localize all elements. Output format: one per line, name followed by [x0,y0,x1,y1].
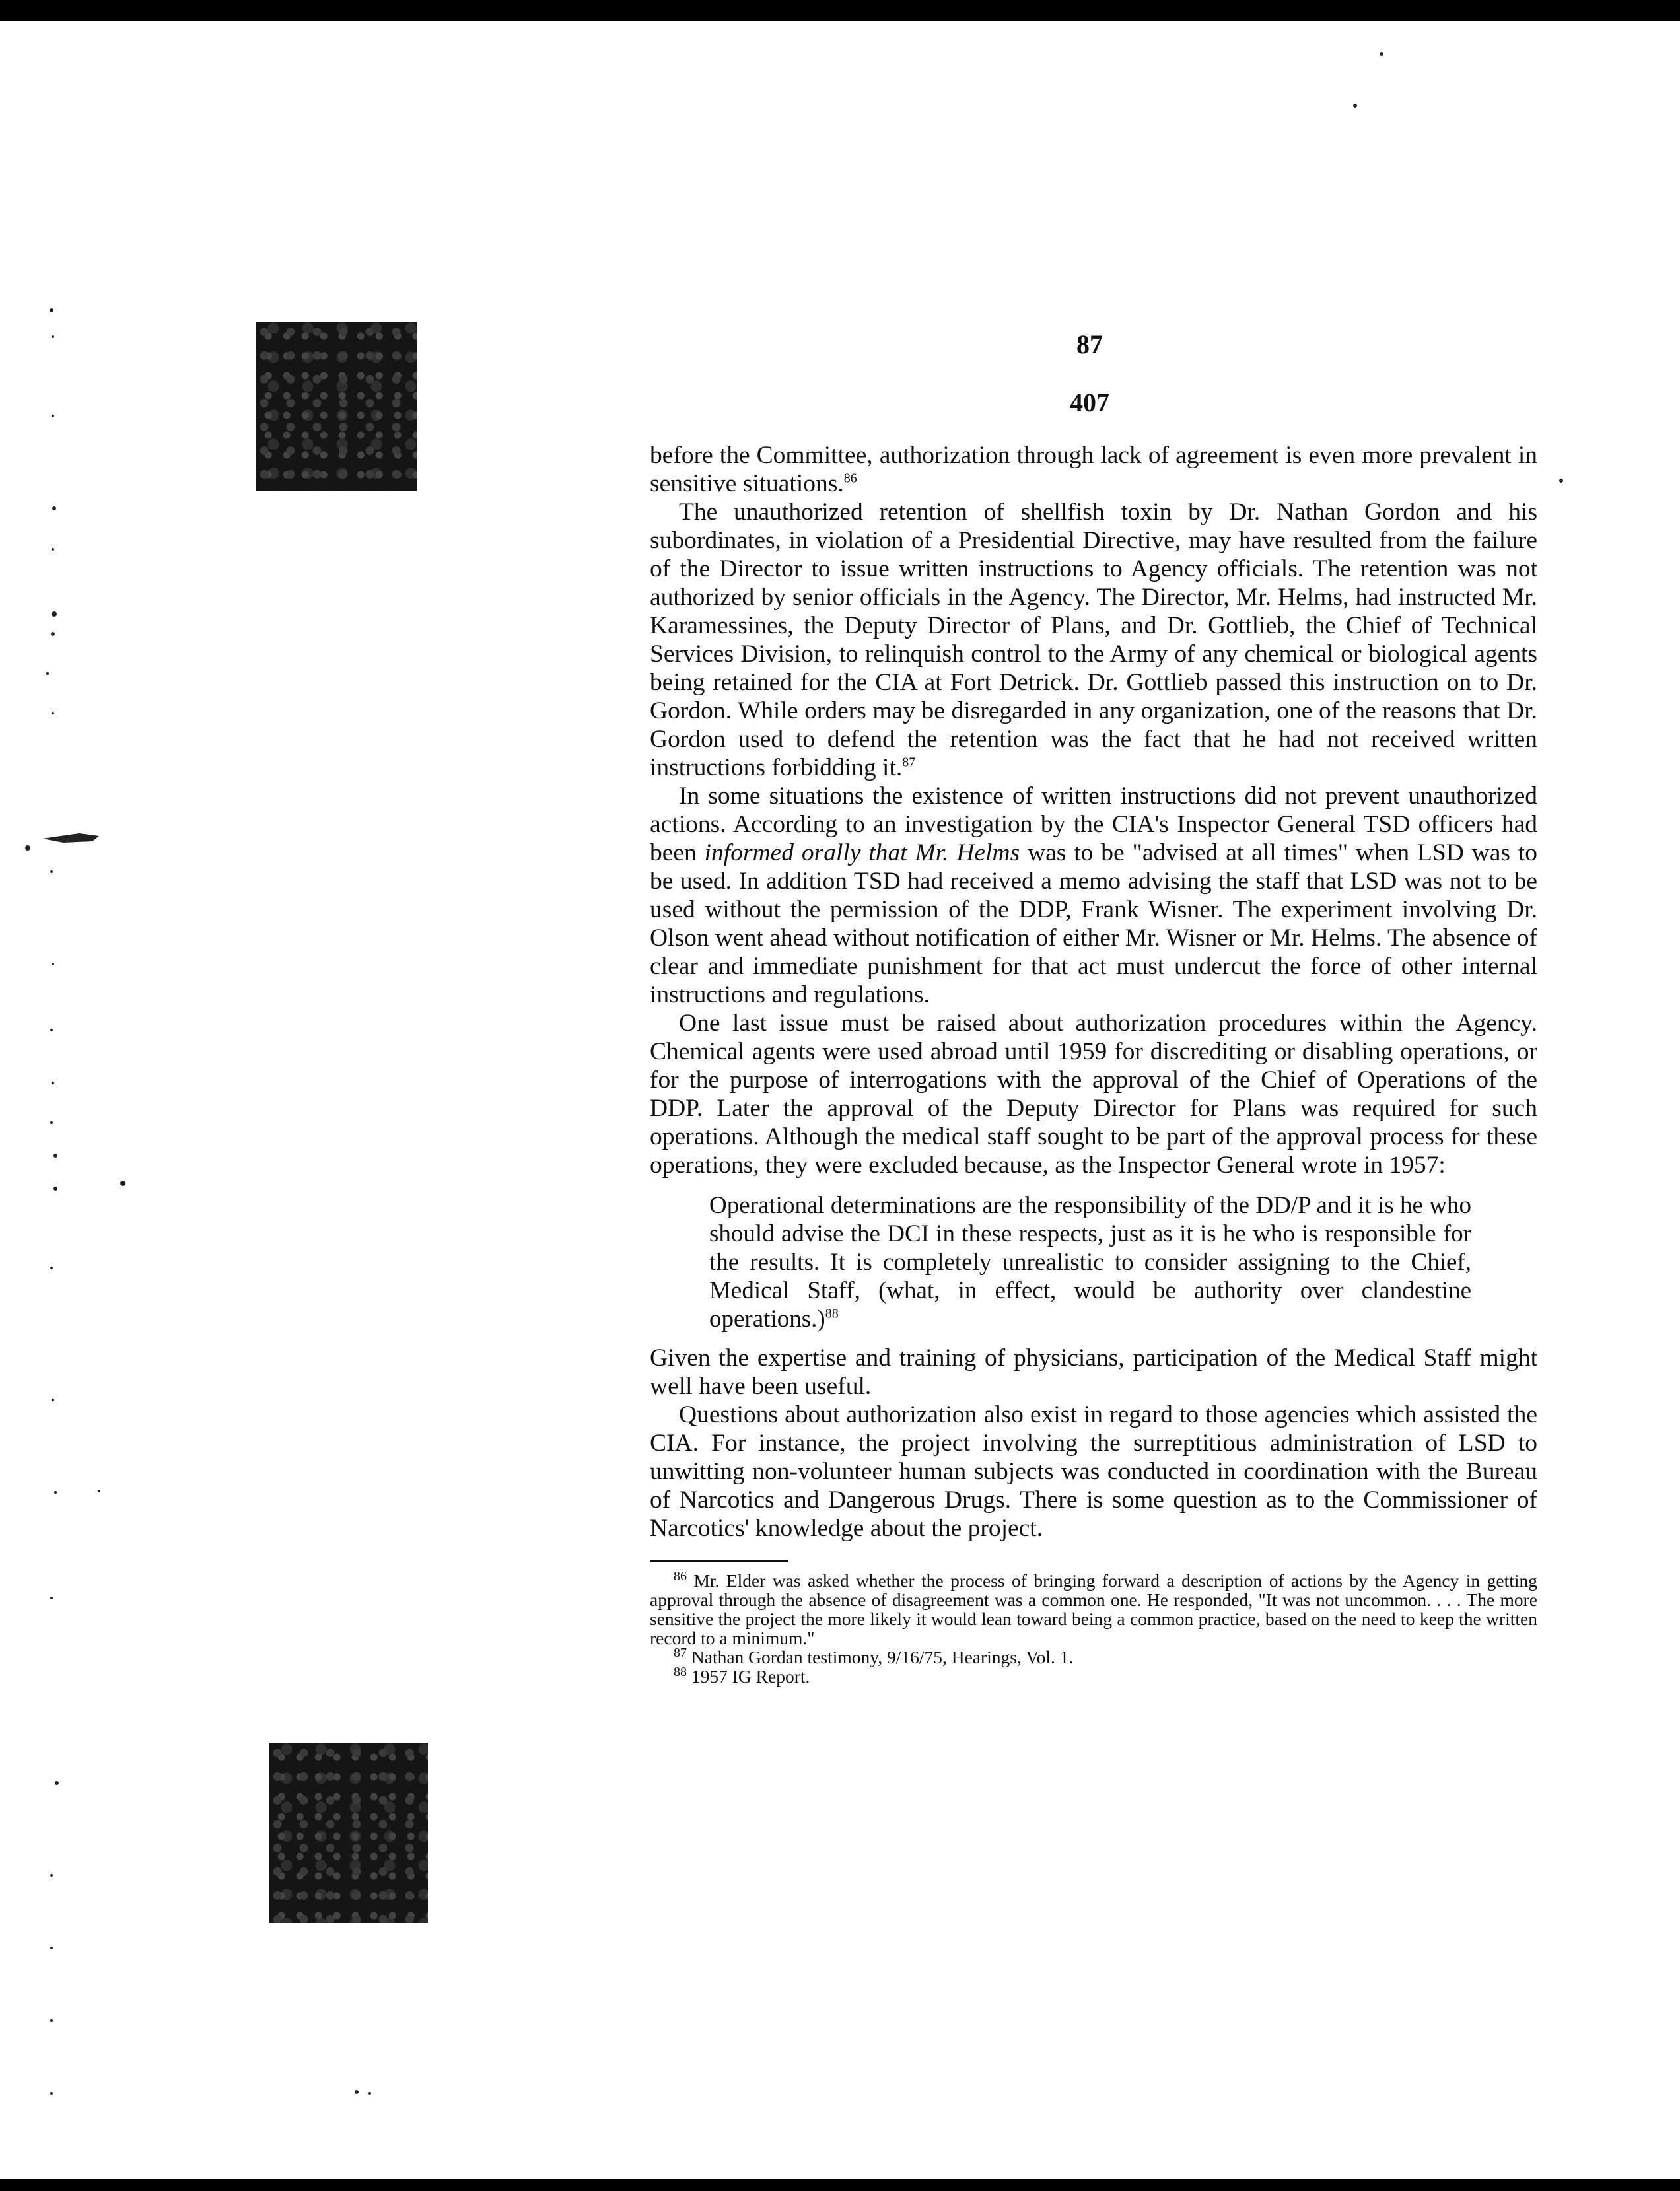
footnote-88 [650,1664,1537,1687]
document-body [650,441,1537,1686]
footnote-87 [650,1645,1537,1667]
footnote-divider [650,1560,788,1562]
block-quote [709,1191,1471,1333]
footnote-marker: 86 [674,1568,687,1583]
footnote-ref: 88 [825,1306,839,1321]
quote-text: Operational determinations are the responsibility of the DD/P and it is he who should advise the DCI in these respects, just as it is he who is responsible for the results. It is completely unrealistic to consider assigning to the Chief, Medical Staff, (what, in effect, would be authority over clandestine operations.) [709,1192,1471,1333]
footnotes [650,1568,1537,1687]
paragraph-text: was to be "advised at all times" when LSD was to be used. In addition TSD had received a memo advising the staff that LSD was not to be used without the permission of the DDP, Frank Wisner. The experiment involving Dr. Olson went ahead without notification of either Mr. Wisner or Mr. Helms. The absence of clear and immediate punishment for that act must undercut the force of other internal instructions and regulations. [650,839,1537,1008]
footnote-ref: 86 [843,471,857,486]
paragraph-continuation [650,441,1537,498]
paragraph-assisting-agencies: Questions about authorization also exist in regard to those agencies which assisted the CIA. For instance, the project involving the surreptitious administration of LSD to unwitting non-volunteer human subjects was conducted in coordination with the Bureau of Narcotics and Dangerous Drugs. There is some question as to the Commissioner of Narcotics' knowledge about the project. [650,1401,1537,1542]
paragraph-shellfish-toxin [650,498,1537,782]
footnote-marker: 88 [674,1664,687,1679]
paragraph-physicians: Given the expertise and training of physicians, participation of the Medical Staff might well have been useful. [650,1344,1537,1400]
footnote-text: Nathan Gordan testimony, 9/16/75, Hearings, Vol. 1. [691,1647,1074,1667]
page-number: 87 [1076,330,1103,359]
paragraph-text: In some situations the existence of written instructions did not prevent unauthorized actions. According to an investigation by the CIA's Inspector General TSD officers had been [650,782,1537,866]
footnote-text: 1957 IG Report. [691,1666,810,1687]
footnote-marker: 87 [674,1645,687,1660]
paragraph-text: The unauthorized retention of shellfish toxin by Dr. Nathan Gordon and his subordinates, in violation of a Presidential Directive, may have resulted from the failure of the Director to issue written instructions to Agency officials. The retention was not authorized by senior officials in the Agency. The Director, Mr. Helms, had instructed Mr. Karamessines, the Deputy Director of Plans, and Dr. Gottlieb, the Chief of Technical Services Division, to relinquish control to the Army of any chemical or biological agents being retained for the CIA at Fort Detrick. Dr. Gottlieb passed this instruction on to Dr. Gordon. While orders may be disregarded in any organization, one of the reasons that Dr. Gordon used to defend the retention was the fact that he had not received written instructions forbidding it. [650,499,1537,781]
paragraph-text: before the Committee, authorization through lack of agreement is even more prevalent in sensitive situations. [650,442,1537,497]
emphasized-text: informed orally that Mr. Helms [704,839,1020,866]
paragraph-written-instructions [650,782,1537,1009]
footnote-86 [650,1568,1537,1648]
footnote-text: Mr. Elder was asked whether the process of bringing forward a description of actions by the Agency in getting approval through the absence of disagreement was a common one. He responded, "It was not uncommon. . . . The more sensitive the project the more likely it would lean toward being a common practice, based on the need to keep the written record to a minimum." [650,1570,1537,1648]
page-number-secondary: 407 [1070,388,1109,417]
paragraph-authorization-procedures: One last issue must be raised about authorization procedures within the Agency. Chemical agents were used abroad until 1959 for discrediting or disabling operations, or for the purpose of interrogations with the approval of the Chief of Operations of the DDP. Later the approval of the Deputy Director for Plans was required for such operations. Although the medical staff sought to be part of the approval process for these operations, they were excluded because, as the Inspector General wrote in 1957: [650,1010,1537,1179]
footnote-ref: 87 [902,755,916,770]
